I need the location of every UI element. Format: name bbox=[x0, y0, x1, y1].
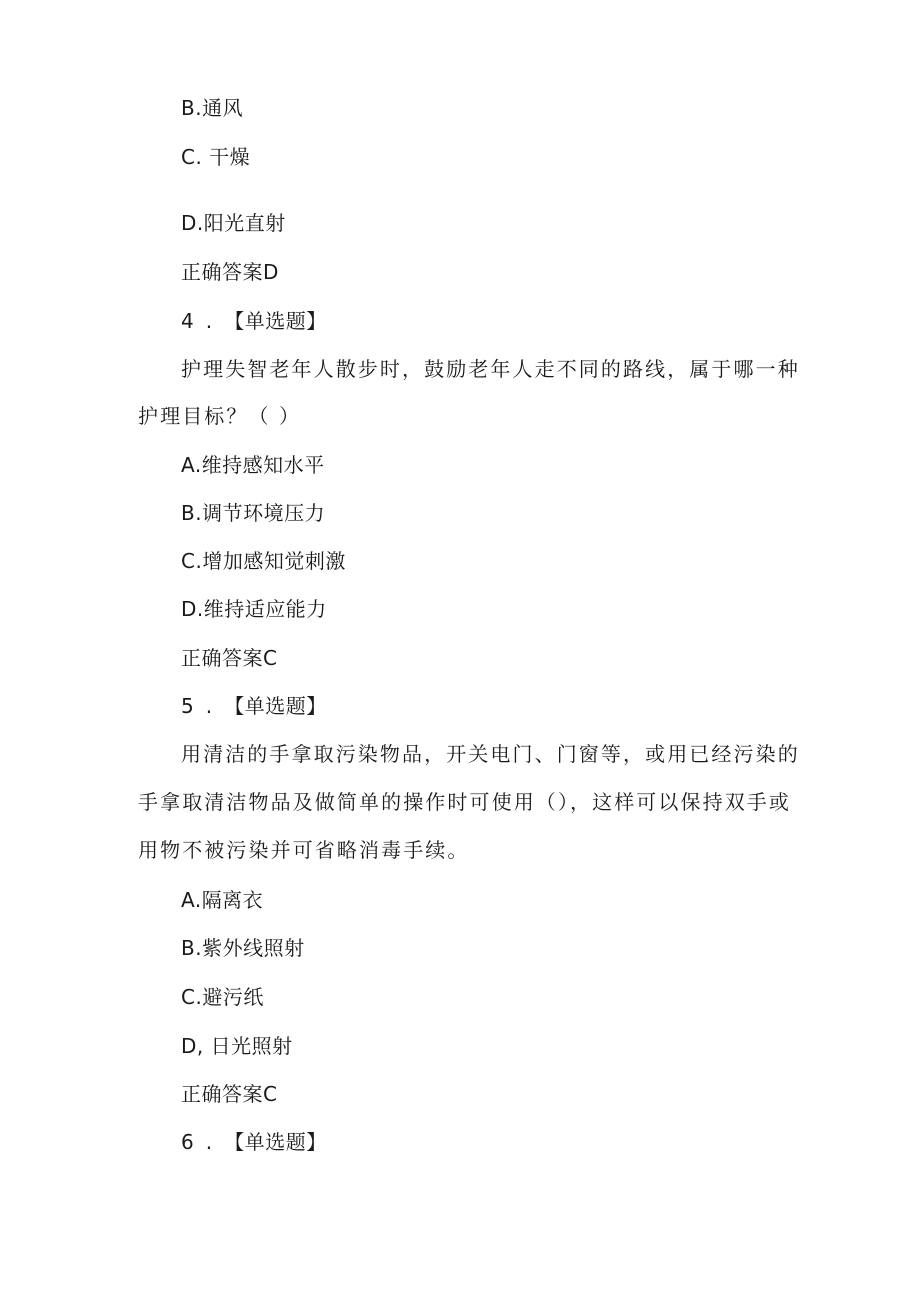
q4-option-b: B.调节环境压力 bbox=[181, 501, 326, 525]
q4-stem-line-1: 护理失智老年人散步时，鼓励老年人走不同的路线，属于哪一种 bbox=[181, 357, 800, 381]
q5-answer: 正确答案C bbox=[181, 1082, 278, 1106]
q3-answer: 正确答案D bbox=[181, 260, 279, 284]
q6-number: 6 bbox=[181, 1130, 195, 1154]
q4-number: 4 bbox=[181, 309, 195, 333]
q5-option-a: A.隔离衣 bbox=[181, 888, 264, 912]
q5-heading bbox=[181, 692, 327, 720]
q4-option-d: D.维持适应能力 bbox=[181, 597, 327, 621]
q6-heading bbox=[181, 1128, 327, 1156]
q5-option-d: D, 日光照射 bbox=[181, 1034, 293, 1058]
q4-option-c: C.增加感知觉刺激 bbox=[181, 549, 346, 573]
q4-dot: . bbox=[205, 309, 213, 333]
q5-stem-line-1: 用清洁的手拿取污染物品，开关电门、门窗等，或用已经污染的 bbox=[181, 742, 800, 766]
q5-number: 5 bbox=[181, 694, 195, 718]
q6-type: 【单选题】 bbox=[224, 1130, 327, 1154]
q5-option-c: C.避污纸 bbox=[181, 985, 264, 1009]
q5-option-b: B.紫外线照射 bbox=[181, 936, 305, 960]
q3-option-d: D.阳光直射 bbox=[181, 211, 286, 235]
q4-type: 【单选题】 bbox=[224, 309, 327, 333]
q5-dot: . bbox=[205, 694, 213, 718]
q4-heading bbox=[181, 307, 327, 335]
q3-option-b: B.通风 bbox=[181, 96, 244, 120]
q4-stem-line-2: 护理目标？（ ） bbox=[138, 404, 302, 428]
q5-stem-line-3: 用物不被污染并可省略消毒手续。 bbox=[138, 838, 470, 862]
q5-stem-line-2: 手拿取清洁物品及做简单的操作时可使用（），这样可以保持双手或 bbox=[138, 790, 791, 814]
q5-type: 【单选题】 bbox=[224, 694, 327, 718]
q3-option-c: C. 干燥 bbox=[181, 145, 251, 169]
q4-option-a: A.维持感知水平 bbox=[181, 453, 325, 477]
q6-dot: . bbox=[205, 1130, 213, 1154]
q4-answer: 正确答案C bbox=[181, 646, 278, 670]
